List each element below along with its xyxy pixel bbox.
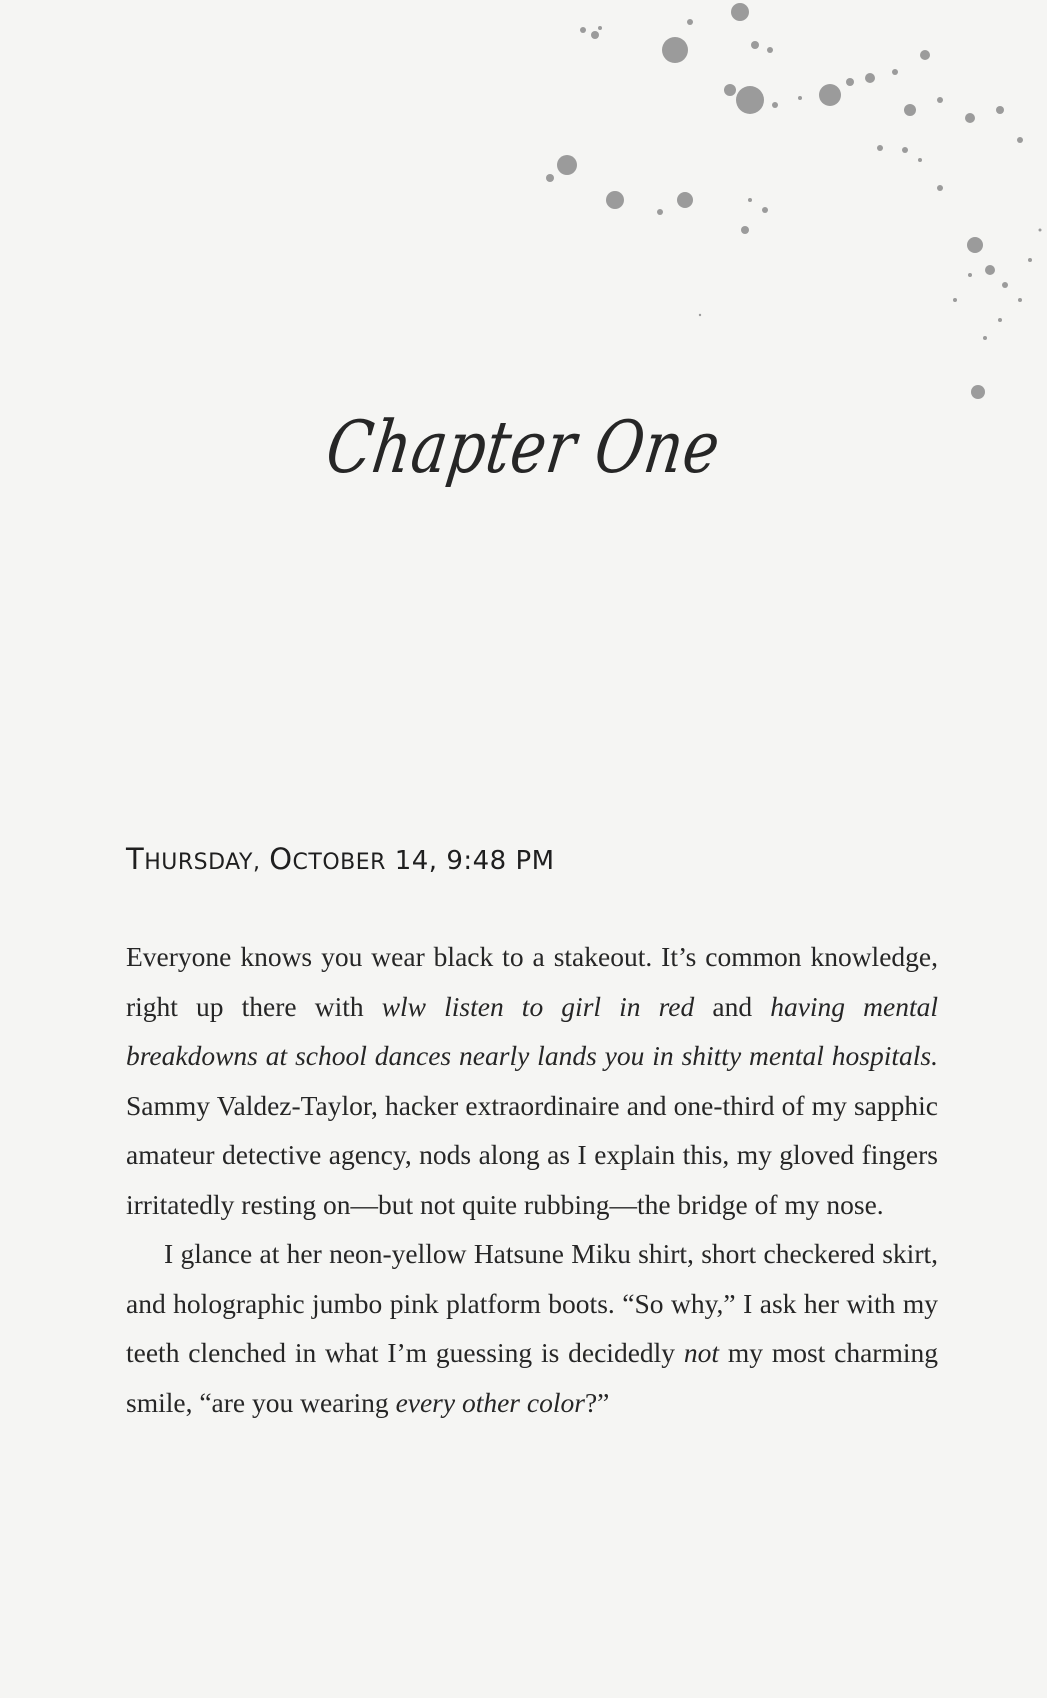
text-run: Sammy Valdez-Taylor, hacker extraordinaire and one-third of my sapphic amateur detective agency, nods along as I explain this, my gloved fingers irritatedly resting on—but not quite rubbing—the bridge of my nose. — [126, 1089, 938, 1220]
chapter-body — [126, 932, 938, 1427]
italic-text-run: having mental breakdowns at school dances nearly lands you in shitty mental hospitals. — [126, 990, 938, 1071]
dateline-day-initial: T — [126, 842, 145, 876]
ink-splatter-icon — [500, 0, 1047, 420]
chapter-title: Chapter One — [321, 405, 726, 489]
dateline-day-rest: HURSDAY, — [144, 850, 261, 875]
italic-text-run: every other color — [395, 1386, 585, 1418]
text-run: my most charming smile, “are you wearing — [126, 1337, 938, 1418]
text-run: I glance at her neon-yellow Hatsune Miku shirt, short checkered skirt, and holographic jumbo pink platform boots. “So why,” I ask her with my teeth clenched in what I’m guessing is decidedly — [126, 1238, 938, 1368]
italic-text-run: not — [683, 1337, 720, 1368]
text-run: Everyone knows you wear black to a stakeout. It’s common knowledge, right up there with — [126, 941, 938, 1022]
dateline-month-initial: O — [269, 842, 293, 876]
paragraph — [126, 932, 938, 1229]
paragraph — [126, 1229, 938, 1427]
italic-text-run: wlw listen to girl in red — [381, 990, 695, 1022]
dateline-month-rest: CTOBER — [292, 850, 386, 875]
text-run: ?” — [584, 1386, 610, 1418]
dateline-day-time: 14, 9:48 PM — [394, 846, 555, 876]
chapter-dateline — [126, 842, 555, 876]
text-run: and — [694, 990, 771, 1022]
